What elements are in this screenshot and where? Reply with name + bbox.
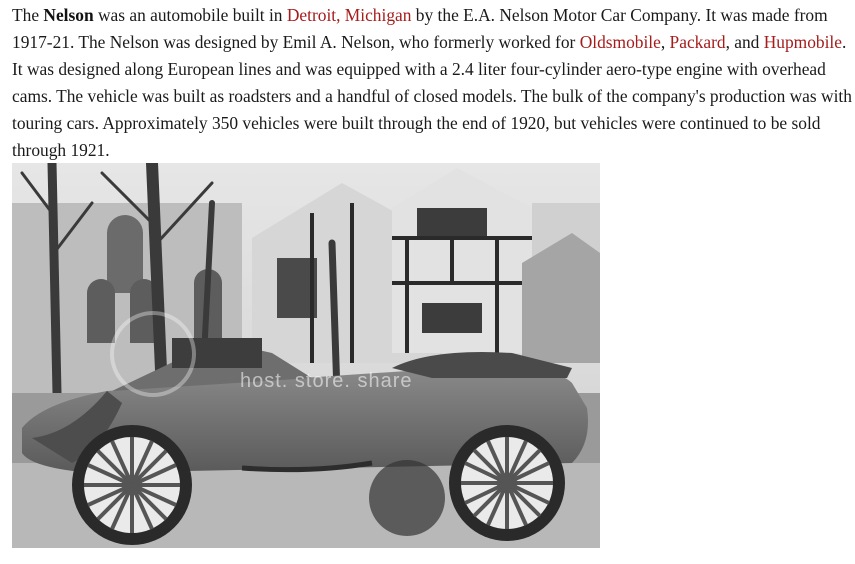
front-wheel xyxy=(72,425,192,545)
nelson-car-photo xyxy=(12,163,600,548)
rear-wheel xyxy=(449,425,565,541)
text-segment-3: . It was designed along European lines and was equipped with a 2.4 liter four-cylinder aero-type engine with overhead cams. The vehicle was built as roadsters and a handful of closed models. The bulk of the company's production was with touring cars. Approximately 350 vehicles were built through the end of 1920, but vehicles were continued to be sold through 1921. xyxy=(12,32,852,160)
text-segment-1: was an automobile built in xyxy=(93,5,287,25)
separator-1: , xyxy=(660,32,670,52)
link-hupmobile[interactable]: Hupmobile xyxy=(763,32,842,52)
article-paragraph xyxy=(12,2,852,164)
text-segment-2: by the E.A. Nelson Motor Car Company. It was made from 1917-21. The Nelson was designed by Emil A. Nelson, who formerly worked for xyxy=(12,5,828,52)
photo-watermark: host. store. share xyxy=(240,370,413,392)
link-packard[interactable]: Packard xyxy=(669,32,726,52)
watermark-logo xyxy=(110,311,196,397)
photo-illustration xyxy=(12,163,600,548)
intro-text: The xyxy=(12,5,44,25)
article-body xyxy=(12,2,852,164)
separator-2: , and xyxy=(725,32,764,52)
subject-name: Nelson xyxy=(43,5,94,25)
link-detroit-michigan[interactable]: Detroit, Michigan xyxy=(286,5,412,25)
link-oldsmobile[interactable]: Oldsmobile xyxy=(579,32,661,52)
